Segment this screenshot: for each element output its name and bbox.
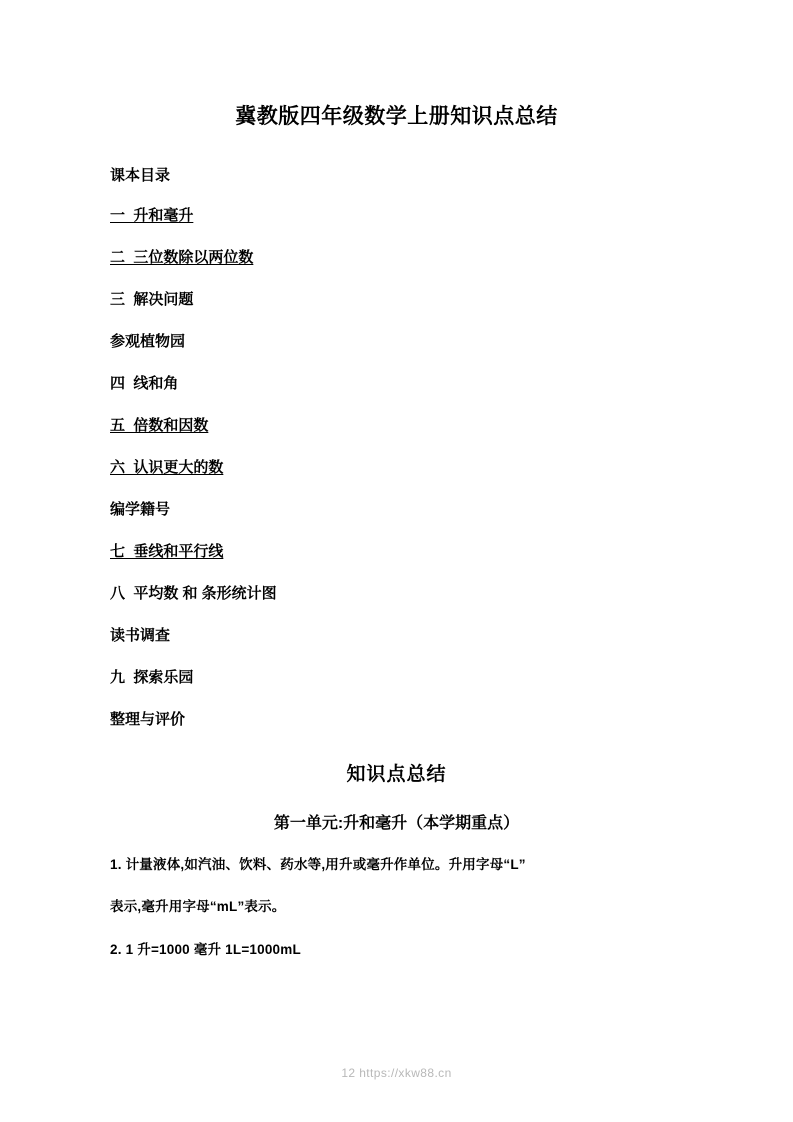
body-paragraph-3: 2. 1 升=1000 毫升 1L=1000mL bbox=[110, 941, 301, 957]
table-of-contents bbox=[110, 164, 683, 729]
body-paragraph-1: 1. 计量液体,如汽油、饮料、药水等,用升或毫升作单位。升用字母“L” bbox=[110, 857, 526, 872]
toc-item-8[interactable]: 编学籍号 bbox=[110, 501, 171, 518]
page-title: 冀教版四年级数学上册知识点总结 bbox=[235, 105, 558, 128]
toc-item-4[interactable]: 参观植物园 bbox=[110, 333, 186, 350]
toc-item-11[interactable]: 读书调查 bbox=[110, 627, 171, 644]
toc-item-7[interactable]: 六 认识更大的数 bbox=[110, 459, 224, 476]
toc-item-3[interactable]: 三 解决问题 bbox=[110, 291, 194, 308]
toc-item-13[interactable]: 整理与评价 bbox=[110, 711, 186, 728]
toc-item-6[interactable]: 五 倍数和因数 bbox=[110, 417, 209, 434]
toc-item-10[interactable]: 八 平均数 和 条形统计图 bbox=[110, 585, 277, 602]
body-paragraph-2: 表示,毫升用字母“mL”表示。 bbox=[110, 899, 286, 915]
toc-item-2[interactable]: 二 三位数除以两位数 bbox=[110, 249, 254, 266]
unit-heading: 第一单元:升和毫升（本学期重点） bbox=[273, 815, 520, 832]
toc-item-1[interactable]: 一 升和毫升 bbox=[110, 207, 194, 224]
summary-heading: 知识点总结 bbox=[346, 764, 447, 785]
page-footer: 12 https://xkw88.cn bbox=[341, 1066, 452, 1080]
toc-heading: 课本目录 bbox=[110, 167, 171, 184]
toc-item-12[interactable]: 九 探索乐园 bbox=[110, 669, 194, 686]
toc-item-9[interactable]: 七 垂线和平行线 bbox=[110, 543, 224, 560]
toc-item-5[interactable]: 四 线和角 bbox=[110, 375, 179, 392]
